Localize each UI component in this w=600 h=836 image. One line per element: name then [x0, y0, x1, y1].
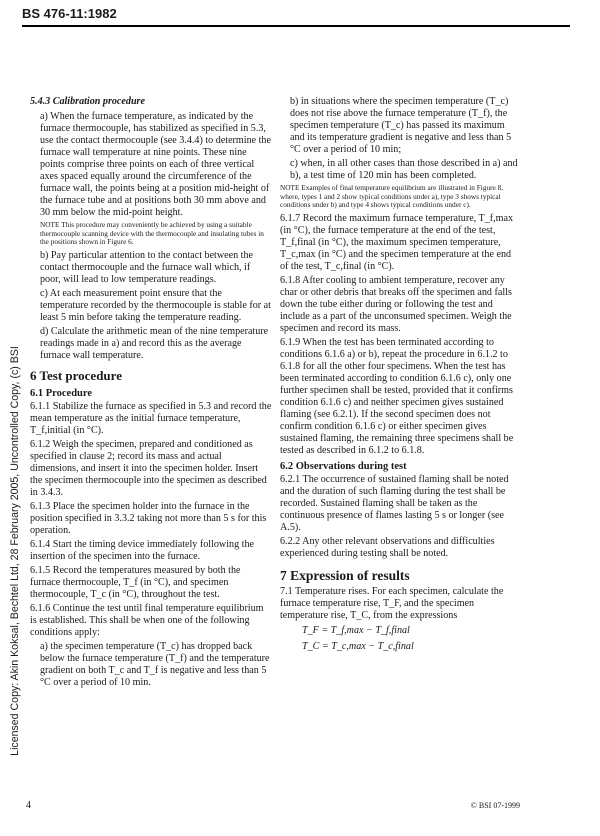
copyright: © BSI 07-1999: [470, 801, 520, 810]
heading-6-1: 6.1 Procedure: [30, 387, 93, 399]
para-6-1-2: 6.1.2 Weigh the specimen, prepared and conditioned as specified in clause 2; record its mass and actual dimensions, and insert it into the specimen holder. Insert the specimen thermocouple into the specimen as described in 3.4.3.: [30, 438, 267, 498]
note-equilibrium: NOTE Examples of final temperature equilibrium are illustrated in Figure 8, where, types 1 and 2 show typical conditions under a), type 3 shows typical conditions under b) and type 4 shows typical conditions under c).: [280, 183, 504, 210]
para-5-4-3-d: d) Calculate the arithmetic mean of the nine temperature readings made in a) and record this as the average furnace wall temperature.: [40, 325, 269, 361]
license-watermark: Licensed Copy: Akin Koksal, Bechtel Ltd, 28 February 2005, Uncontrolled Copy, (c) BSI: [9, 346, 21, 756]
para-6-1-4: 6.1.4 Start the timing device immediately following the insertion of the specimen into the furnace.: [30, 538, 254, 562]
para-5-4-3-a: a) When the furnace temperature, as indicated by the furnace thermocouple, has stabilized as specified in 5.3, use the contact thermocouple (see 3.4.4) to determine the furnace wall temperature at nine points. These nine points comprise three points on each of three vertical axes spaced equally around the circumference of the furnace wall, the points being at a position mid-height of the furnace tube and at positions both 30 mm above and 30 mm below the mid-point height.: [40, 111, 271, 218]
para-6-1-6-a: a) the specimen temperature (T_c) has dropped back below the furnace temperature (T_f) and the temperature gradient on both T_c and T_f is negative and less than 5 °C over a period of 10 min.: [40, 640, 270, 688]
para-7-1: 7.1 Temperature rises. For each specimen, calculate the furnace temperature rise, T_F, and the specimen temperature rise, T_C, from the expressions: [280, 585, 504, 621]
para-6-2-1: 6.2.1 The occurrence of sustained flaming shall be noted and the duration of such flaming during the test shall be recorded. Sustained flaming shall be taken as the continuous presence of flames lasting 5 s or longer (see A.5).: [280, 473, 509, 533]
note-calibration: NOTE This procedure may conveniently be achieved by using a suitable thermocouple scanning device with the thermocouple and insulating tubes in the positions shown in Figure 6.: [40, 220, 264, 247]
para-6-1-9: 6.1.9 When the test has been terminated according to conditions 6.1.6 a) or b), repeat the procedure in 6.1.2 to 6.1.8 for all the other four specimens. When the test has been terminated according to condition 6.1.6 c), only one further specimen shall be tested, provided that it confirms condition 6.1.6 c) and neither specimen gives sustained flaming (see 6.2.1). If the second specimen does not confirm condition 6.1.6 c) or either specimen gives sustained flaming, the remaining three specimens shall be tested as described in 6.1.2 to 6.1.8.: [280, 336, 514, 456]
para-5-4-3-c: c) At each measurement point ensure that the temperature recorded by the thermocouple is stable for at least 5 min before taking the temperature reading.: [40, 287, 271, 323]
equation-specimen-rise: T_C = T_c,max − T_c,final: [302, 640, 414, 652]
para-6-2-2: 6.2.2 Any other relevant observations and difficulties experienced during testing shall be noted.: [280, 535, 495, 559]
right-column: [280, 96, 520, 654]
para-6-1-6-c: c) when, in all other cases than those described in a) and b), a test time of 120 min has been completed.: [290, 158, 518, 181]
para-5-4-3-b: b) Pay particular attention to the contact between the contact thermocouple and the furnace wall which, if poor, will lead to low temperature readings.: [40, 249, 254, 285]
para-6-1-6-b: b) in situations where the specimen temperature (T_c) does not rise above the furnace temperature (T_f), the specimen temperature (T_c) has passed its maximum and its temperature gradient is negative and less than 5 °C over a period of 10 min;: [290, 96, 512, 155]
document-header-title: BS 476-11:1982: [22, 6, 117, 21]
para-6-1-6: 6.1.6 Continue the test until final temperature equilibrium is established. This shall be when one of the following conditions apply:: [30, 602, 264, 638]
heading-6-2: 6.2 Observations during test: [280, 460, 407, 472]
para-6-1-1: 6.1.1 Stabilize the furnace as specified in 5.3 and record the mean temperature as the initial furnace temperature, T_f,initial (in °C).: [30, 400, 272, 436]
para-6-1-7: 6.1.7 Record the maximum furnace temperature, T_f,max (in °C), the furnace temperature at the end of the test, T_f,final (in °C), the maximum specimen temperature, T_c,max (in °C) and the specimen temperature at the end of the test, T_c,final (in °C).: [280, 212, 514, 272]
page-number: 4: [26, 800, 31, 811]
heading-5-4-3: 5.4.3 Calibration procedure: [30, 96, 145, 107]
para-6-1-8: 6.1.8 After cooling to ambient temperature, recover any char or other debris that breaks off the specimen and falls down the tube either during or following the test and include as a part of the unconsumed specimen. Weigh the specimen and record its mass.: [280, 274, 512, 334]
heading-7: 7 Expression of results: [280, 567, 410, 583]
heading-6: 6 Test procedure: [30, 367, 122, 383]
equation-furnace-rise: T_F = T_f,max − T_f,final: [302, 624, 410, 636]
left-column: [30, 96, 272, 691]
header-rule: [22, 25, 570, 27]
para-6-1-5: 6.1.5 Record the temperatures measured by both the furnace thermocouple, T_f (in °C), and specimen thermocouple, T_c (in °C), throughout the test.: [30, 564, 241, 600]
para-6-1-3: 6.1.3 Place the specimen holder into the furnace in the position specified in 3.3.2 taking not more than 5 s for this operation.: [30, 500, 267, 536]
